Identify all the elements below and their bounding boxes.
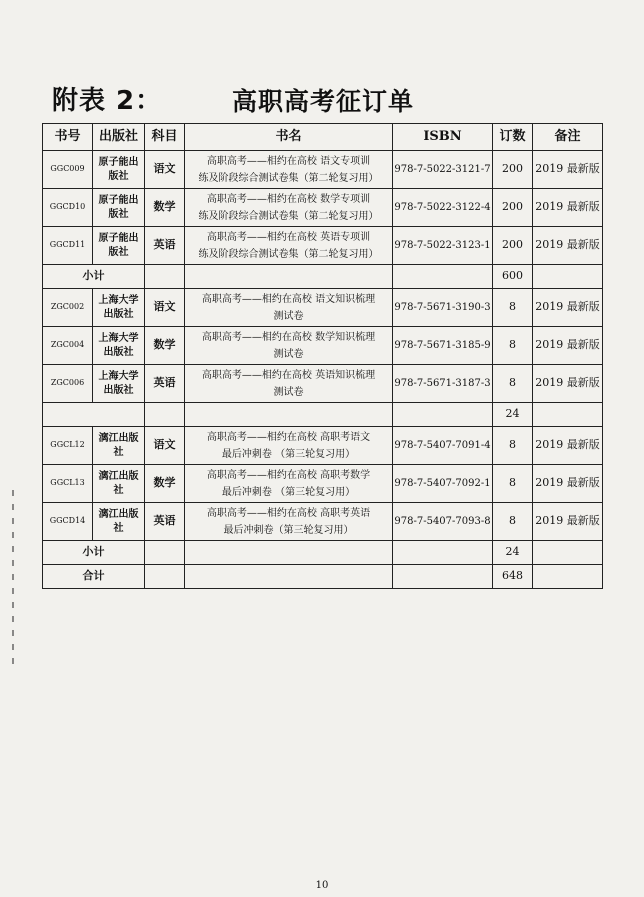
publisher-line: 版社 (108, 170, 129, 182)
cell-subject: 语文 (145, 427, 185, 465)
cell-note: 2019 最新版 (533, 227, 603, 265)
header-note: 备注 (533, 124, 603, 151)
cell-publisher (93, 465, 145, 503)
total-label: 合计 (43, 565, 145, 589)
empty-cell (145, 265, 185, 289)
table-row (43, 503, 603, 541)
table-row (43, 151, 603, 189)
cell-subject: 语文 (145, 289, 185, 327)
cell-note: 2019 最新版 (533, 327, 603, 365)
empty-cell (533, 403, 603, 427)
publisher-line: 漓江出版 (98, 470, 139, 482)
cell-subject: 英语 (145, 365, 185, 403)
document-title: 高职高考征订单 (232, 87, 415, 116)
empty-cell (393, 565, 493, 589)
cell-code: ZGC002 (43, 289, 93, 327)
table-row (43, 227, 603, 265)
book-name-line: 高职高考——相约在高校 英语知识梳理 (201, 369, 376, 381)
cell-isbn: 978-7-5407-7091-4 (393, 427, 493, 465)
cell-note: 2019 最新版 (533, 465, 603, 503)
cell-note: 2019 最新版 (533, 289, 603, 327)
cell-book-name (185, 365, 393, 403)
book-name-line: 测试卷 (273, 386, 304, 398)
cell-book-name (185, 327, 393, 365)
book-name-line: 高职高考——相约在高校 高职考数学 (206, 469, 371, 481)
cell-publisher (93, 365, 145, 403)
book-name-line: 高职高考——相约在高校 语文专项训 (206, 155, 371, 167)
cell-isbn: 978-7-5671-3185-9 (393, 327, 493, 365)
empty-cell (145, 403, 185, 427)
publisher-line: 社 (113, 446, 124, 458)
book-name-line: 高职高考——相约在高校 数学专项训 (206, 193, 371, 205)
publisher-line: 出版社 (103, 384, 134, 396)
table-header-row (43, 124, 603, 151)
subtotal-row (43, 541, 603, 565)
publisher-line: 版社 (108, 208, 129, 220)
cell-book-name (185, 465, 393, 503)
empty-cell (185, 565, 393, 589)
subtotal-label: 小计 (43, 265, 145, 289)
cell-note: 2019 最新版 (533, 503, 603, 541)
book-name-line: 高职高考——相约在高校 高职考英语 (206, 507, 371, 519)
book-name-line: 高职高考——相约在高校 数学知识梳理 (201, 331, 376, 343)
cell-code: GGCD14 (43, 503, 93, 541)
cell-publisher (93, 189, 145, 227)
empty-cell (393, 403, 493, 427)
cell-isbn: 978-7-5671-3187-3 (393, 365, 493, 403)
cell-book-name (185, 227, 393, 265)
publisher-line: 原子能出 (98, 156, 139, 168)
cell-isbn: 978-7-5671-3190-3 (393, 289, 493, 327)
table-row (43, 365, 603, 403)
table-row (43, 327, 603, 365)
subtotal-row (43, 403, 603, 427)
book-name-line: 练及阶段综合测试卷集（第二轮复习用） (198, 248, 379, 260)
cell-publisher (93, 427, 145, 465)
total-value: 648 (493, 565, 533, 589)
cell-subject: 英语 (145, 503, 185, 541)
empty-cell (185, 403, 393, 427)
cell-quantity: 8 (493, 289, 533, 327)
cell-code: GGCL12 (43, 427, 93, 465)
header-code: 书号 (43, 124, 93, 151)
cell-subject: 语文 (145, 151, 185, 189)
cell-quantity: 8 (493, 503, 533, 541)
cell-code: GGC009 (43, 151, 93, 189)
cell-quantity: 200 (493, 151, 533, 189)
annex-label: 附表 2： (52, 86, 163, 116)
publisher-line: 上海大学 (98, 332, 139, 344)
cell-subject: 数学 (145, 465, 185, 503)
cell-note: 2019 最新版 (533, 189, 603, 227)
table-row (43, 427, 603, 465)
cell-book-name (185, 289, 393, 327)
cell-publisher (93, 503, 145, 541)
book-name-line: 高职高考——相约在高校 英语专项训 (206, 231, 371, 243)
empty-cell (185, 265, 393, 289)
book-name-line: 练及阶段综合测试卷集（第二轮复习用） (198, 210, 379, 222)
cell-quantity: 200 (493, 189, 533, 227)
cell-quantity: 8 (493, 327, 533, 365)
cell-publisher (93, 151, 145, 189)
cell-note: 2019 最新版 (533, 365, 603, 403)
publisher-line: 漓江出版 (98, 508, 139, 520)
cell-subject: 数学 (145, 327, 185, 365)
empty-cell (533, 565, 603, 589)
cell-publisher (93, 227, 145, 265)
empty-cell (145, 541, 185, 565)
publisher-line: 漓江出版 (98, 432, 139, 444)
subtotal-label: 小计 (43, 541, 145, 565)
table-row (43, 189, 603, 227)
total-row (43, 565, 603, 589)
publisher-line: 出版社 (103, 308, 134, 320)
header-quantity: 订数 (493, 124, 533, 151)
book-name-line: 高职高考——相约在高校 高职考语文 (206, 431, 371, 443)
cell-isbn: 978-7-5022-3123-1 (393, 227, 493, 265)
cell-isbn: 978-7-5407-7093-8 (393, 503, 493, 541)
book-name-line: 最后冲刺卷 （第三轮复习用） (221, 486, 356, 498)
book-name-line: 最后冲刺卷 （第三轮复习用） (221, 448, 356, 460)
publisher-line: 社 (113, 484, 124, 496)
cell-code: ZGC004 (43, 327, 93, 365)
cell-isbn: 978-7-5022-3121-7 (393, 151, 493, 189)
publisher-line: 原子能出 (98, 194, 139, 206)
empty-cell (533, 541, 603, 565)
publisher-line: 原子能出 (98, 232, 139, 244)
subtotal-value: 600 (493, 265, 533, 289)
subtotal-value: 24 (493, 403, 533, 427)
cell-isbn: 978-7-5407-7092-1 (393, 465, 493, 503)
publisher-line: 版社 (108, 246, 129, 258)
cell-quantity: 200 (493, 227, 533, 265)
page-number: 10 (315, 880, 329, 891)
cell-quantity: 8 (493, 365, 533, 403)
cell-code: GGCD10 (43, 189, 93, 227)
cell-code: GGCD11 (43, 227, 93, 265)
scan-binding-marks (12, 490, 14, 670)
table-row (43, 465, 603, 503)
table-row (43, 289, 603, 327)
book-name-line: 测试卷 (273, 348, 304, 360)
header-book-name: 书名 (185, 124, 393, 151)
empty-cell (145, 565, 185, 589)
cell-subject: 英语 (145, 227, 185, 265)
cell-isbn: 978-7-5022-3122-4 (393, 189, 493, 227)
subtotal-value: 24 (493, 541, 533, 565)
header-publisher: 出版社 (93, 124, 145, 151)
cell-publisher (93, 289, 145, 327)
cell-book-name (185, 427, 393, 465)
cell-code: GGCL13 (43, 465, 93, 503)
book-name-line: 高职高考——相约在高校 语文知识梳理 (201, 293, 376, 305)
book-name-line: 测试卷 (273, 310, 304, 322)
header-subject: 科目 (145, 124, 185, 151)
cell-code: ZGC006 (43, 365, 93, 403)
subtotal-label (43, 403, 145, 427)
header-isbn: ISBN (393, 124, 493, 151)
cell-quantity: 8 (493, 427, 533, 465)
publisher-line: 出版社 (103, 346, 134, 358)
order-form-table (42, 123, 603, 589)
cell-subject: 数学 (145, 189, 185, 227)
cell-book-name (185, 189, 393, 227)
cell-publisher (93, 327, 145, 365)
empty-cell (185, 541, 393, 565)
publisher-line: 社 (113, 522, 124, 534)
cell-quantity: 8 (493, 465, 533, 503)
cell-book-name (185, 151, 393, 189)
subtotal-row (43, 265, 603, 289)
book-name-line: 练及阶段综合测试卷集（第二轮复习用） (198, 172, 379, 184)
publisher-line: 上海大学 (98, 370, 139, 382)
publisher-line: 上海大学 (98, 294, 139, 306)
cell-note: 2019 最新版 (533, 427, 603, 465)
empty-cell (393, 541, 493, 565)
book-name-line: 最后冲刺卷（第三轮复习用） (223, 524, 354, 536)
cell-note: 2019 最新版 (533, 151, 603, 189)
cell-book-name (185, 503, 393, 541)
empty-cell (393, 265, 493, 289)
empty-cell (533, 265, 603, 289)
